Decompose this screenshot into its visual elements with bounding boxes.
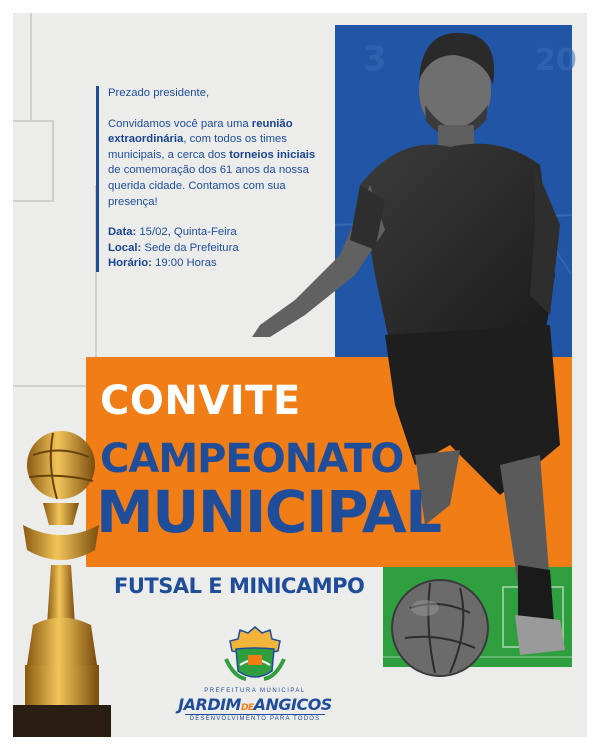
svg-text:20: 20 <box>535 43 577 78</box>
date-line <box>108 225 318 241</box>
title-campeonato: CAMPEONATO <box>100 436 404 482</box>
date-value: 15/02, Quinta-Feira <box>136 226 237 239</box>
body-bold-2: torneios iniciais <box>229 148 316 161</box>
title-convite: CONVITE <box>100 378 301 424</box>
location-line <box>108 241 318 257</box>
prefeitura-label: PREFEITURA MUNICIPAL <box>204 688 306 694</box>
town-name-part-2: ANGICOS <box>253 695 332 714</box>
city-crest-icon <box>222 625 288 685</box>
body-part-1: Convidamos você para uma <box>108 117 252 130</box>
time-line <box>108 256 318 272</box>
svg-text:3: 3 <box>363 39 387 79</box>
title-municipal: MUNICIPAL <box>96 478 441 546</box>
date-label: Data: <box>108 226 137 239</box>
invitation-letter <box>96 86 318 272</box>
field-marking-top <box>30 0 32 122</box>
town-name-de: DE <box>240 703 254 713</box>
time-value: 19:00 Horas <box>151 257 217 270</box>
town-name <box>176 695 334 714</box>
body-bold-1: reunião extraordinária <box>108 117 293 146</box>
location-label: Local: <box>108 241 142 254</box>
subtitle-futsal: FUTSAL E MINICAMPO <box>114 574 365 598</box>
body-part-2: , com todos os times municipais, a cerca dos <box>108 133 287 161</box>
town-name-part-1: JARDIM <box>178 695 241 714</box>
field-marking-left-lower <box>0 185 97 387</box>
soccer-ball-icon <box>390 578 490 678</box>
greeting-text: Prezado presidente, <box>108 87 210 99</box>
time-label: Horário: <box>108 257 152 270</box>
body-part-3: de comemoração dos 61 anos da nossa querida cidade. Contamos com sua presença! <box>108 164 309 208</box>
invitation-body <box>108 117 318 211</box>
tagline: DESENVOLVIMENTO PARA TODOS <box>185 714 325 722</box>
location-value: Sede da Prefeitura <box>141 241 239 254</box>
